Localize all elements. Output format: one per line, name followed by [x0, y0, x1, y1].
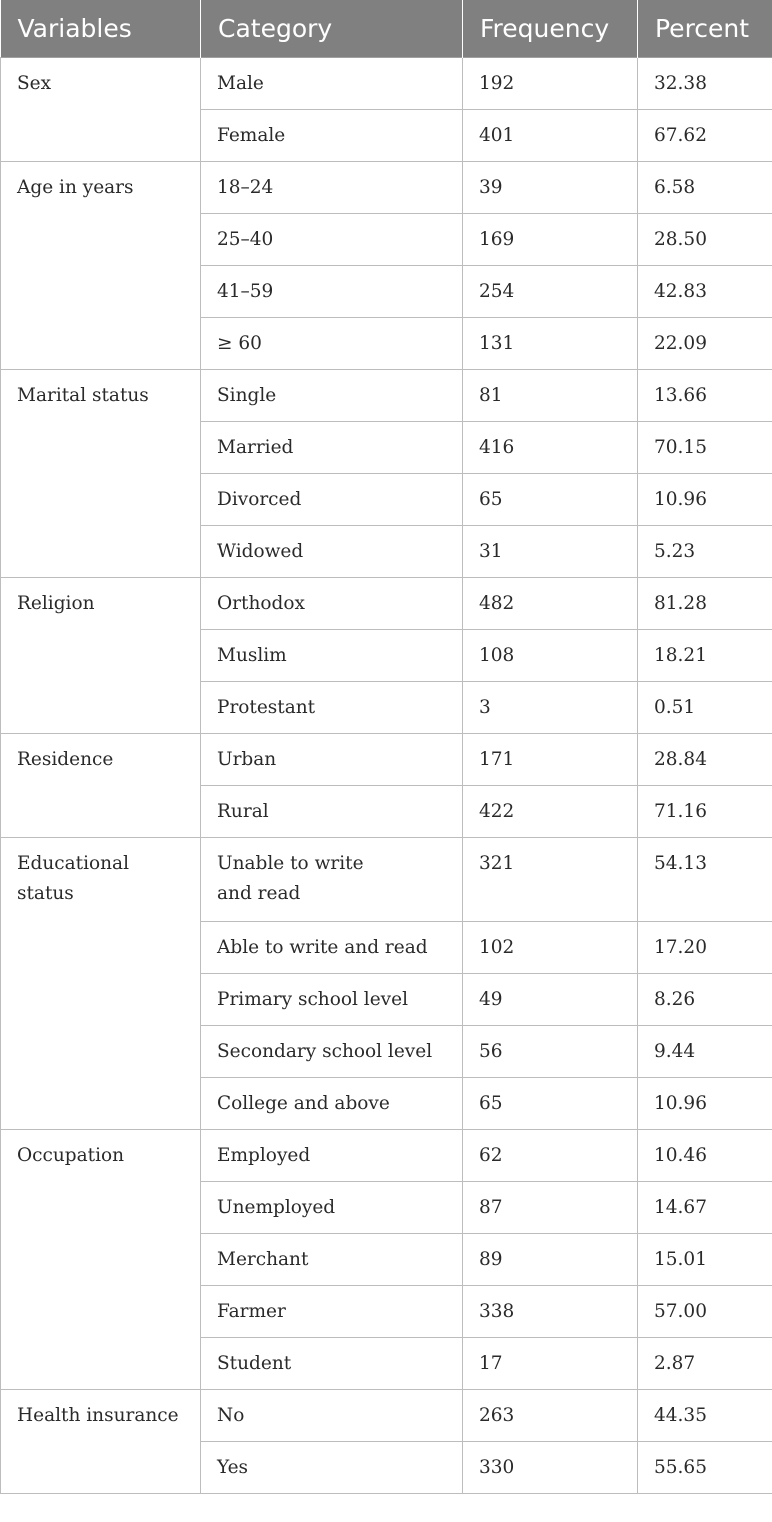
percent-cell: 44.35	[638, 1390, 772, 1442]
category-text: 41–59	[217, 281, 274, 302]
frequency-cell: 108	[463, 630, 638, 682]
category-text: Orthodox	[217, 593, 305, 614]
percent-cell: 0.51	[638, 682, 772, 734]
percent-cell: 2.87	[638, 1338, 772, 1390]
frequency-cell: 171	[463, 734, 638, 786]
table-row	[1, 370, 772, 422]
category-cell	[201, 734, 463, 786]
category-text: Employed	[217, 1145, 311, 1166]
header-variables: Variables	[1, 0, 201, 58]
percent-cell: 10.46	[638, 1130, 772, 1182]
category-cell	[201, 838, 463, 922]
variable-cell: Occupation	[1, 1130, 201, 1390]
table-row	[1, 578, 772, 630]
category-cell	[201, 1442, 463, 1494]
category-text: No	[217, 1405, 245, 1426]
percent-cell: 5.23	[638, 526, 772, 578]
category-cell	[201, 578, 463, 630]
variable-cell: Residence	[1, 734, 201, 838]
category-cell	[201, 922, 463, 974]
percent-cell: 32.38	[638, 58, 772, 110]
category-cell	[201, 58, 463, 110]
category-text: Merchant	[217, 1249, 309, 1270]
category-cell	[201, 1390, 463, 1442]
category-cell	[201, 318, 463, 370]
percent-cell: 13.66	[638, 370, 772, 422]
category-cell	[201, 1078, 463, 1130]
frequency-cell: 482	[463, 578, 638, 630]
category-text: Unable to write and read	[217, 853, 364, 904]
category-cell	[201, 1234, 463, 1286]
frequency-cell: 39	[463, 162, 638, 214]
table-header	[1, 0, 772, 58]
category-cell	[201, 110, 463, 162]
category-text: Muslim	[217, 645, 287, 666]
frequency-cell: 3	[463, 682, 638, 734]
header-category: Category	[201, 0, 463, 58]
percent-cell: 6.58	[638, 162, 772, 214]
category-cell	[201, 266, 463, 318]
category-text: 18–24	[217, 177, 274, 198]
header-row	[1, 0, 772, 58]
frequency-cell: 102	[463, 922, 638, 974]
category-cell	[201, 370, 463, 422]
category-cell	[201, 422, 463, 474]
table-row	[1, 1130, 772, 1182]
frequency-cell: 416	[463, 422, 638, 474]
category-cell	[201, 1026, 463, 1078]
percent-cell: 15.01	[638, 1234, 772, 1286]
frequency-cell: 87	[463, 1182, 638, 1234]
category-text: Secondary school level	[217, 1041, 433, 1062]
category-text: Protestant	[217, 697, 316, 718]
category-text: Urban	[217, 749, 277, 770]
table-row	[1, 1390, 772, 1442]
frequency-cell: 65	[463, 1078, 638, 1130]
frequency-cell: 81	[463, 370, 638, 422]
table-row	[1, 838, 772, 922]
header-frequency: Frequency	[463, 0, 638, 58]
category-text: Student	[217, 1353, 292, 1374]
percent-cell: 55.65	[638, 1442, 772, 1494]
frequency-cell: 62	[463, 1130, 638, 1182]
frequency-cell: 169	[463, 214, 638, 266]
percent-cell: 81.28	[638, 578, 772, 630]
frequency-cell: 49	[463, 974, 638, 1026]
category-cell	[201, 214, 463, 266]
category-text: Farmer	[217, 1301, 286, 1322]
frequency-cell: 65	[463, 474, 638, 526]
category-text: Divorced	[217, 489, 302, 510]
frequency-cell: 338	[463, 1286, 638, 1338]
category-cell	[201, 786, 463, 838]
variable-cell: Health insurance	[1, 1390, 201, 1494]
category-cell	[201, 474, 463, 526]
category-text: Able to write and read	[217, 937, 428, 958]
category-text: Yes	[217, 1457, 249, 1478]
category-text: Single	[217, 385, 277, 406]
percent-cell: 10.96	[638, 1078, 772, 1130]
frequency-cell: 422	[463, 786, 638, 838]
percent-cell: 22.09	[638, 318, 772, 370]
category-text: Unemployed	[217, 1197, 336, 1218]
percent-cell: 28.84	[638, 734, 772, 786]
variable-cell: Age in years	[1, 162, 201, 370]
category-text: Primary school level	[217, 989, 408, 1010]
category-cell	[201, 1338, 463, 1390]
percent-cell: 67.62	[638, 110, 772, 162]
table-row	[1, 734, 772, 786]
percent-cell: 42.83	[638, 266, 772, 318]
category-text: ≥ 60	[217, 333, 262, 354]
frequency-cell: 321	[463, 838, 638, 922]
category-text: Widowed	[217, 541, 304, 562]
category-cell	[201, 630, 463, 682]
percent-cell: 10.96	[638, 474, 772, 526]
table-body	[1, 58, 772, 1494]
frequency-cell: 56	[463, 1026, 638, 1078]
percent-cell: 14.67	[638, 1182, 772, 1234]
category-cell	[201, 1130, 463, 1182]
table-row	[1, 58, 772, 110]
frequency-cell: 192	[463, 58, 638, 110]
variable-cell: Educational status	[1, 838, 201, 1130]
frequency-cell: 254	[463, 266, 638, 318]
variable-cell: Marital status	[1, 370, 201, 578]
frequency-cell: 401	[463, 110, 638, 162]
frequency-cell: 89	[463, 1234, 638, 1286]
category-text: Female	[217, 125, 286, 146]
percent-cell: 17.20	[638, 922, 772, 974]
category-text: Male	[217, 73, 264, 94]
frequency-cell: 330	[463, 1442, 638, 1494]
category-cell	[201, 974, 463, 1026]
category-cell	[201, 526, 463, 578]
variable-cell: Religion	[1, 578, 201, 734]
frequency-cell: 263	[463, 1390, 638, 1442]
variable-cell: Sex	[1, 58, 201, 162]
percent-cell: 9.44	[638, 1026, 772, 1078]
category-text: College and above	[217, 1093, 390, 1114]
percent-cell: 57.00	[638, 1286, 772, 1338]
category-cell	[201, 1286, 463, 1338]
percent-cell: 28.50	[638, 214, 772, 266]
category-cell	[201, 682, 463, 734]
frequency-cell: 17	[463, 1338, 638, 1390]
category-text: Married	[217, 437, 294, 458]
frequency-cell: 131	[463, 318, 638, 370]
category-cell	[201, 1182, 463, 1234]
category-text: Rural	[217, 801, 269, 822]
header-percent: Percent	[638, 0, 772, 58]
percent-cell: 8.26	[638, 974, 772, 1026]
frequency-cell: 31	[463, 526, 638, 578]
percent-cell: 71.16	[638, 786, 772, 838]
percent-cell: 18.21	[638, 630, 772, 682]
category-text: 25–40	[217, 229, 274, 250]
percent-cell: 70.15	[638, 422, 772, 474]
percent-cell: 54.13	[638, 838, 772, 922]
category-cell	[201, 162, 463, 214]
table-row	[1, 162, 772, 214]
